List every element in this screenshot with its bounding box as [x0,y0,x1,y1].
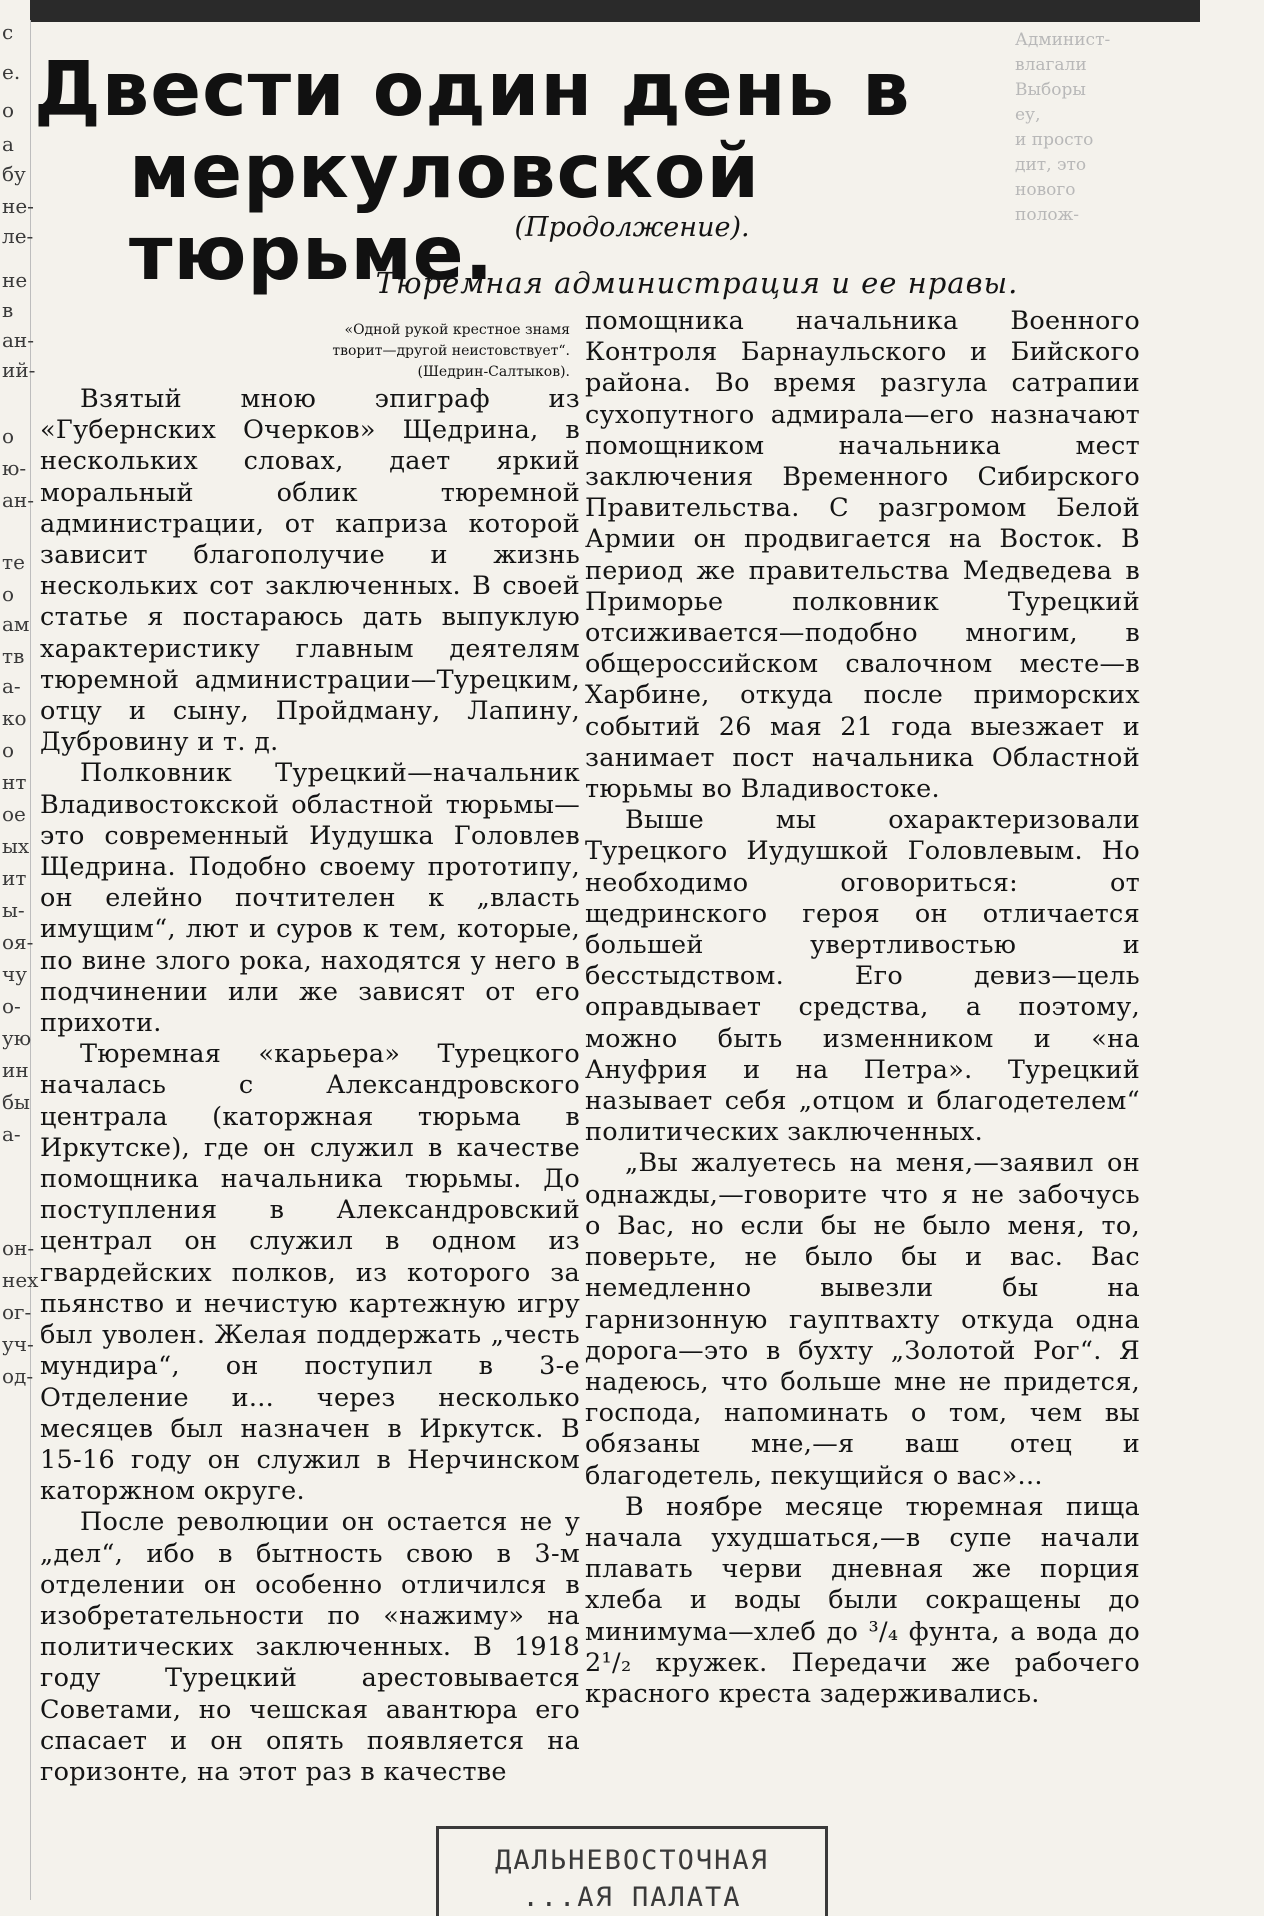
margin-fragment: Выборы [1015,80,1086,100]
margin-fragment: од- [2,1364,34,1388]
margin-fragment: чу [2,962,27,986]
margin-fragment: ан- [2,328,35,352]
article-title-line1: Двести один день в [34,45,911,133]
margin-fragment: ан- [2,488,35,512]
margin-fragment: оя- [2,930,34,954]
margin-fragment: ий- [2,358,36,382]
article-subtitle: (Продолжение). [514,212,750,243]
margin-fragment: ое [2,802,26,826]
margin-fragment: ам [2,612,30,636]
epigraph-line: «Одной рукой крестное знамя [344,322,570,338]
top-rule [30,0,1200,22]
article-title-line2: меркуловской тюрьме. [129,127,761,297]
article-title [34,45,1124,297]
paragraph: „Вы жалуетесь на меня,—заявил он однажды,—говорите что я не забочусь о Вас, но если бы не было меня, то, поверьте, не было бы и вас. Вас немедленно вывезли бы на гарнизонную гауптвахту откуда одна дорога—это в бухту „Золотой Рог“. Я надеюсь, что больше мне не придется, господа, напоминать о том, чем вы обязаны мне,—я ваш отец и благодетель, пекущийся о вас»... [585,1148,1140,1491]
margin-fragment: ин [2,1058,29,1082]
epigraph [230,320,570,383]
margin-fragment: о [2,582,15,606]
margin-fragment: а [2,132,14,156]
section-heading: Тюремная администрация и ее нравы. [375,266,1019,300]
margin-fragment: а- [2,1122,21,1146]
margin-fragment: ко [2,706,27,730]
paragraph: В ноябре месяце тюремная пища начала ухудшаться,—в супе начали плавать черви дневная же порция хлеба и воды были сокращены до минимума—хлеб до ³/₄ фунта, а вода до 2¹/₂ кружек. Передачи же рабочего красного креста задерживались. [585,1491,1140,1709]
margin-fragment: нех [2,1268,39,1292]
margin-fragment: тв [2,644,25,668]
paragraph: Взятый мною эпиграф из «Губернских Очерков» Щедрина, в нескольких словах, дает яркий моральный облик тюремной администрации, от каприза которой зависит благополучие и жизнь нескольких сот заключенных. В своей статье я постараюсь дать выпуклую характеристику главным деятелям тюремной администрации—Турецким, отцу и сыну, Пройдману, Лапину, Дубровину и т. д. [40,384,580,758]
epigraph-line: творит—другой неистовствует“. [332,343,570,359]
margin-fragment: влагали [1015,55,1087,75]
margin-fragment: ю- [2,456,27,480]
margin-fragment: нового [1015,180,1076,200]
right-column [585,306,1140,1710]
paragraph: Полковник Турецкий—начальник Владивостокской областной тюрьмы—это современный Иудушка Головлев Щедрина. Подобно своему прототипу, он елейно почтителен к „власть имущим“, лют и суров к тем, которые, по вине злого рока, находятся у него в подчинении или же зависят от его прихоти. [40,758,580,1039]
margin-fragment: те [2,550,25,574]
margin-fragment: он- [2,1236,35,1260]
left-column [40,384,580,1788]
paragraph: Тюремная «карьера» Турецкого началась с Александровского централа (каторжная тюрьма в Иркутске), где он служил в качестве помощника начальника тюрьмы. До поступления в Александровский централ он служил в одном из гвардейских полков, из которого за пьянство и нечистую картежную игру был уволен. Желая поддержать „честь мундира“, он поступил в 3-е Отделение и... через несколько месяцев был назначен в Иркутск. В 15-16 году он служил в Нерчинском каторжном округе. [40,1039,580,1507]
margin-fragment: полож- [1015,205,1079,225]
margin-fragment: бу [2,162,26,186]
margin-fragment: уч- [2,1332,34,1356]
margin-fragment: бы [2,1090,30,1114]
margin-fragment: не- [2,194,34,218]
epigraph-attribution: (Шедрин-Салтыков). [417,364,570,380]
margin-fragment: и просто [1015,130,1094,150]
margin-fragment: о [2,98,15,122]
margin-fragment: ых [2,834,30,858]
margin-fragment: е. [2,60,21,84]
left-margin-fragments [0,20,39,1900]
margin-fragment: о- [2,994,21,1018]
margin-fragment: ог- [2,1300,32,1324]
paragraph: После революции он остается не у „дел“, ибо в бытность свою в 3-м отделении он особенно отличился в изобретательности по «нажиму» на политических заключенных. В 1918 году Турецкий арестовывается Советами, но чешская авантюра его спасает и он опять появляется на горизонте, на этот раз в качестве [40,1507,580,1787]
margin-fragment: Админист- [1015,30,1111,50]
margin-fragment: ле- [2,224,34,248]
paragraph: Выше мы охарактеризовали Турецкого Иудушкой Головлевым. Но необходимо оговориться: от щедринского героя он отличается большей увертливостью и бесстыдством. Его девиз—цель оправдывает средства, а поэтому, можно быть изменником и «на Ануфрия и на Петра». Турецкий называет себя „отцом и благодетелем“ политических заключенных. [585,805,1140,1148]
margin-fragment: а- [2,674,21,698]
margin-fragment: ит [2,866,27,890]
margin-fragment: не [2,268,28,292]
margin-fragment: нт [2,770,27,794]
margin-fragment: с [2,20,14,44]
margin-fragment: ы- [2,898,25,922]
margin-fragment: о [2,738,15,762]
paragraph: помощника начальника Военного Контроля Барнаульского и Бийского района. Во время разгула сатрапии сухопутного адмирала—его назначают помощником начальника мест заключения Временного Сибирского Правительства. С разгромом Белой Армии он продвигается на Восток. В период же правительства Медведева в Приморье полковник Турецкий отсиживается—подобно многим, в общероссийском свалочном месте—в Харбине, откуда после приморских событий 26 мая 21 года выезжает и занимает пост начальника Областной тюрьмы во Владивостоке. [585,306,1140,805]
margin-fragment: еу, [1015,105,1041,125]
margin-fragment: дит, это [1015,155,1087,175]
margin-fragment: о [2,424,15,448]
margin-fragment: в [2,298,14,322]
margin-fragment: ую [2,1026,32,1050]
stamp-line: ...АЯ ПАЛАТА [522,1882,742,1913]
stamp-line: ДАЛЬНЕВОСТОЧНАЯ [495,1845,769,1876]
archive-stamp [436,1826,828,1916]
